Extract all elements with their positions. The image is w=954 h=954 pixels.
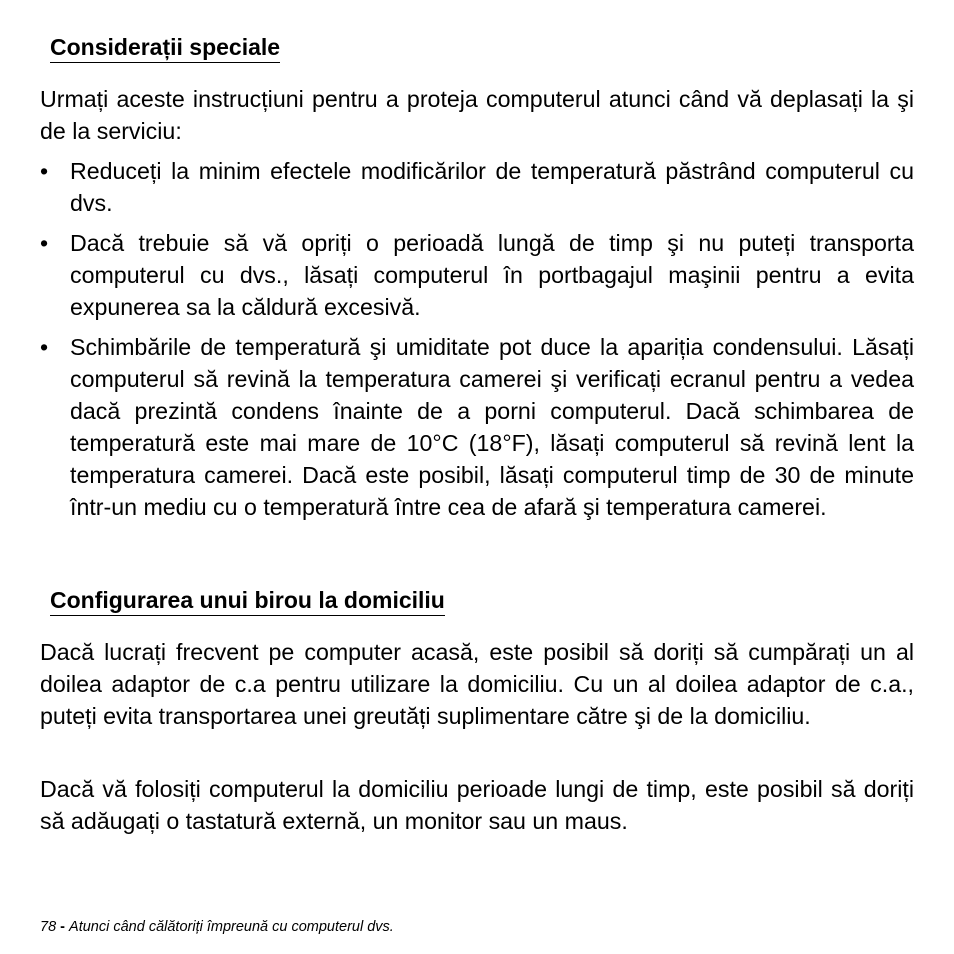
bullet-icon: • (40, 334, 49, 360)
intro-paragraph: Urmați aceste instrucțiuni pentru a proteja computerul atunci când vă deplasați la şi de la serviciu: (40, 86, 914, 144)
page-number: 78 (40, 919, 57, 935)
list-item-text: Schimbările de temperatură şi umiditate pot duce la apariția condensului. Lăsați computerul să revină la temperatura camerei şi verificați ecranul pentru a vedea dacă prezintă condens înainte de a porni computerul. Dacă schimbarea de temperatură este mai mare de 10°C (18°F), lăsați computerul să revină lent la temperatura camerei. Dacă este posibil, lăsați computerul timp de 30 de minute într-un mediu cu o temperatură între cea de afară şi temperatura camerei. (70, 334, 914, 520)
list-item-text: Reduceți la minim efectele modificărilor de temperatură păstrând computerul cu dvs. (70, 158, 914, 216)
list-item (40, 155, 914, 219)
section-heading-special-considerations: Considerații speciale (50, 33, 280, 63)
bullet-icon: • (40, 230, 49, 256)
bullet-icon: • (40, 158, 49, 184)
list-item (40, 227, 914, 323)
section-heading-home-office: Configurarea unui birou la domiciliu (50, 586, 445, 616)
home-office-paragraph-1: Dacă lucrați frecvent pe computer acasă, este posibil să doriți să cumpărați un al doilea adaptor de c.a pentru utilizare la domiciliu. Cu un al doilea adaptor de c.a., puteți evita transportarea unei greutăți suplimentare către şi de la domiciliu. (40, 639, 914, 729)
page-footer (40, 918, 394, 936)
footer-chapter-title: Atunci când călătoriți împreună cu computerul dvs. (69, 919, 394, 935)
bullet-list (40, 155, 914, 531)
list-item-text: Dacă trebuie să vă opriți o perioadă lungă de timp şi nu puteți transporta computerul cu dvs., lăsați computerul în portbagajul maşinii pentru a evita expunerea sa la căldură excesivă. (70, 230, 914, 320)
home-office-paragraph-2: Dacă vă folosiți computerul la domiciliu perioade lungi de timp, este posibil să doriți să adăugați o tastatură externă, un monitor sau un maus. (40, 776, 914, 834)
footer-separator: - (56, 919, 70, 935)
list-item (40, 331, 914, 523)
